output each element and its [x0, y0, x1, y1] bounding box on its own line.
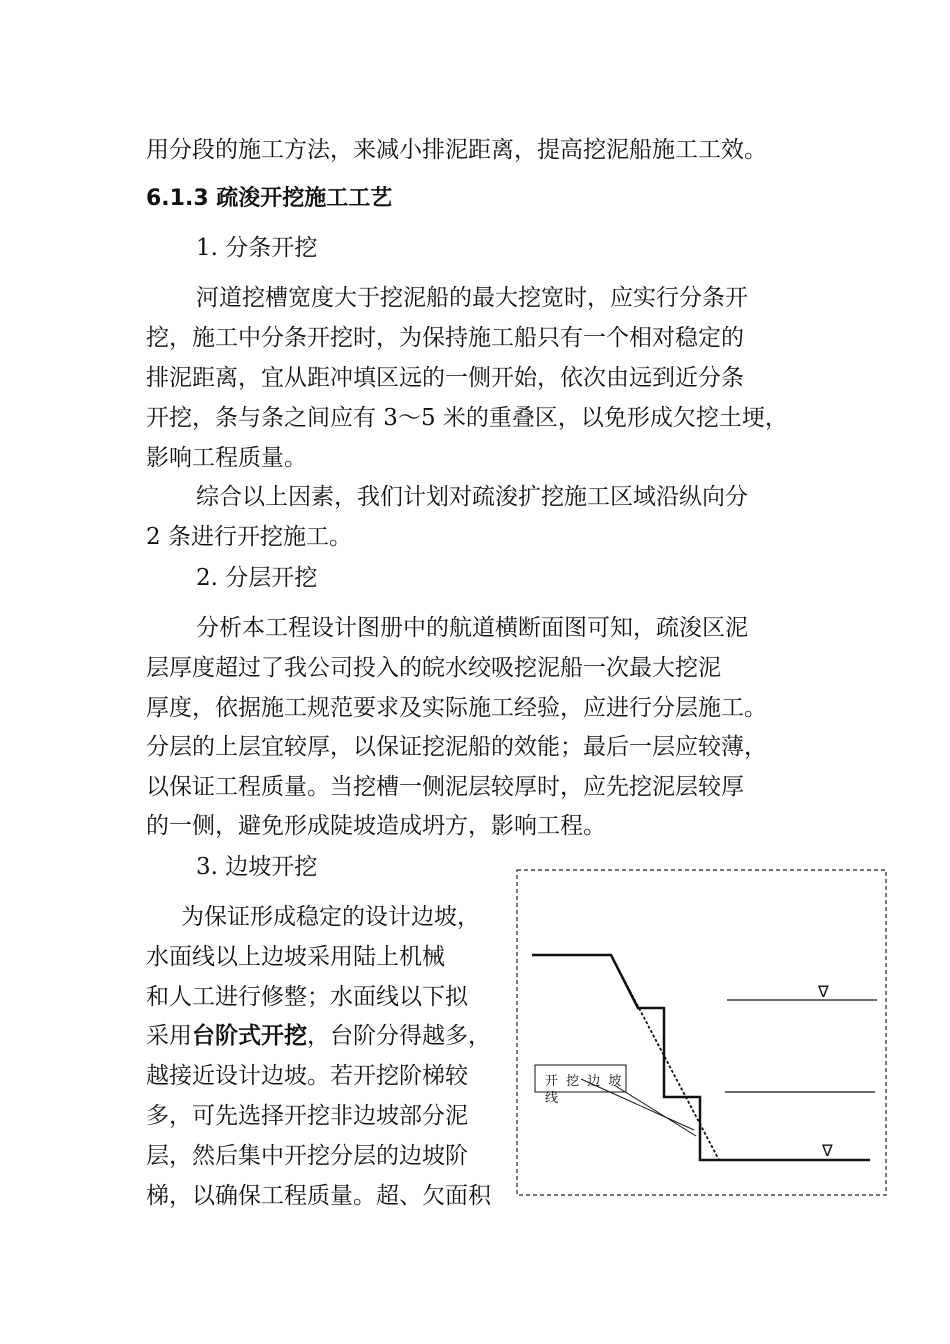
- section-heading: 6.1.3 疏浚开挖施工工艺: [146, 186, 393, 211]
- paragraph-line: 分层的上层宜较厚，以保证挖泥船的效能；最后一层应较薄，: [146, 734, 767, 760]
- paragraph-line: 梯，以确保工程质量。超、欠面积: [146, 1183, 491, 1209]
- paragraph-line: 为保证形成稳定的设计边坡，: [181, 904, 480, 930]
- label-text-line2: 线: [545, 1091, 561, 1106]
- paragraph-line: 用分段的施工方法，来减小排泥距离，提高挖泥船施工工效。: [146, 137, 767, 163]
- paragraph-line: 多，可先选择开挖非边坡部分泥: [146, 1103, 468, 1129]
- paragraph-line: 的一侧，避免形成陡坡造成坍方，影响工程。: [146, 813, 606, 839]
- slope-excavation-diagram: [516, 869, 888, 1197]
- paragraph-line: 水面线以上边坡采用陆上机械: [146, 944, 445, 970]
- paragraph-line: 和人工进行修整；水面线以下拟: [146, 984, 468, 1010]
- text-run: 采用: [146, 1023, 192, 1049]
- leader-line: [581, 1079, 694, 1130]
- text-run: ，台阶分得越多，: [307, 1023, 491, 1049]
- paragraph-line: 层，然后集中开挖分层的边坡阶: [146, 1143, 468, 1169]
- paragraph-line: 厚度，依据施工规范要求及实际施工经验，应进行分层施工。: [146, 695, 767, 721]
- paragraph-line: 挖，施工中分条开挖时，为保持施工船只有一个相对稳定的: [146, 325, 744, 351]
- subheading: 3. 边坡开挖: [196, 854, 318, 880]
- paragraph-line: 以保证工程质量。当挖槽一侧泥层较厚时，应先挖泥层较厚: [146, 774, 744, 800]
- paragraph-line: 开挖，条与条之间应有 3～5 米的重叠区，以免形成欠挖土埂，: [146, 405, 788, 431]
- paragraph-line: 排泥距离，宜从距冲填区远的一侧开始，依次由远到近分条: [146, 365, 744, 391]
- paragraph-line: 综合以上因素，我们计划对疏浚扩挖施工区域沿纵向分: [196, 484, 748, 510]
- subheading: 2. 分层开挖: [196, 565, 318, 591]
- paragraph-line: 层厚度超过了我公司投入的皖水绞吸挖泥船一次最大挖泥: [146, 655, 721, 681]
- paragraph-line: 影响工程质量。: [146, 445, 307, 471]
- paragraph-line: 分析本工程设计图册中的航道横断面图可知，疏浚区泥: [196, 615, 748, 641]
- paragraph-line: 河道挖槽宽度大于挖泥船的最大挖宽时，应实行分条开: [196, 285, 748, 311]
- water-level-symbol: ∇: [818, 982, 829, 1001]
- paragraph-line: [146, 1016, 491, 1056]
- paragraph-line: 越接近设计边坡。若开挖阶梯较: [146, 1063, 468, 1089]
- water-level-symbol: ∇: [822, 1141, 833, 1160]
- paragraph-line: 2 条进行开挖施工。: [146, 524, 352, 550]
- bold-term: 台阶式开挖: [192, 1023, 307, 1049]
- subheading: 1. 分条开挖: [196, 235, 318, 261]
- label-text-line1: 开 挖 边 坡: [545, 1074, 624, 1089]
